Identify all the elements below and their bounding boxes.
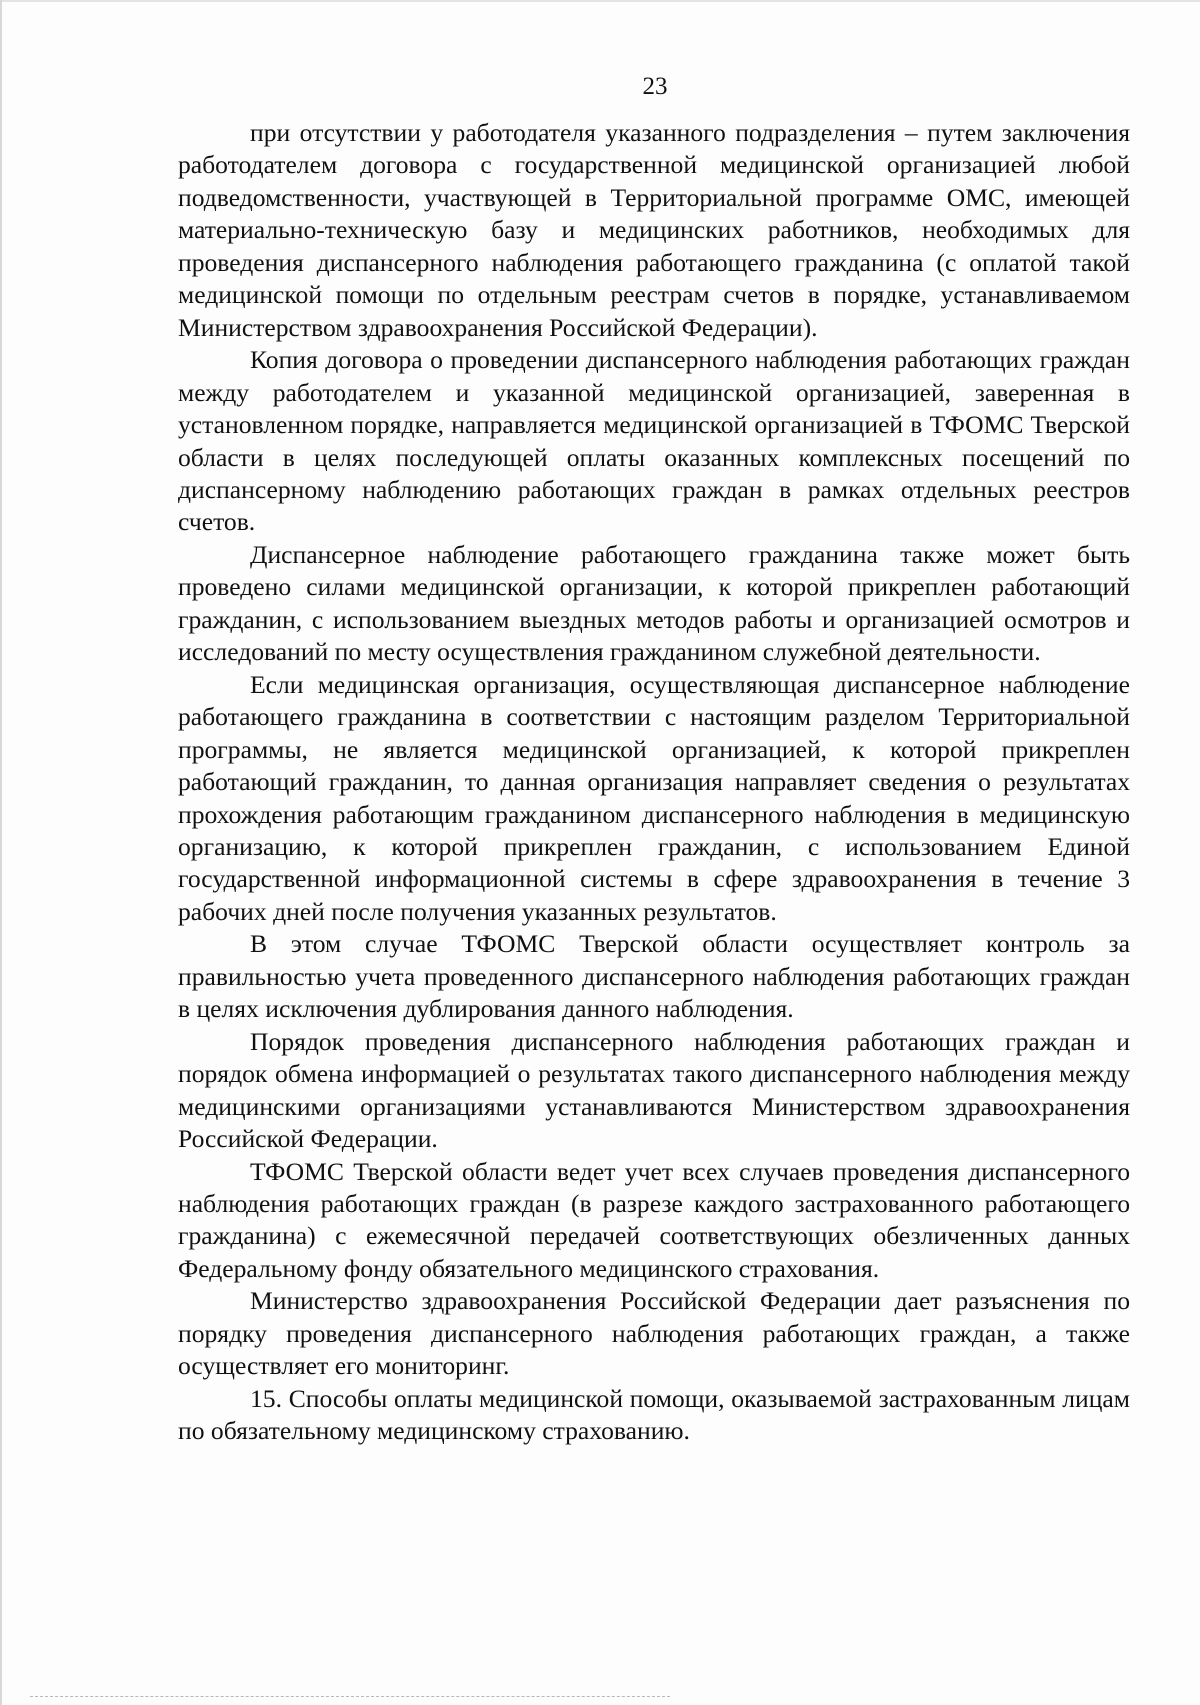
- paragraph-tfoms-accounting: ТФОМС Тверской области ведет учет всех случаев проведения диспансерного наблюдения работающих граждан (в разрезе каждого застрахованного работающего гражданина) с ежемесячной передачей соответствующих обезличенных данных Федеральному фонду обязательного медицинского страхования.: [178, 1156, 1130, 1283]
- scan-edge-top: [0, 0, 1200, 2]
- paragraph-procedure: Порядок проведения диспансерного наблюдения работающих граждан и порядок обмена информацией о результатах такого диспансерного наблюдения между медицинскими организациями устанавливаются Министерством здравоохранения Российской Федерации.: [178, 1026, 1130, 1154]
- paragraph-results-transfer: Если медицинская организация, осуществляющая диспансерное наблюдение работающего гражданина в соответствии с настоящим разделом Территориальной программы, не является медицинской организацией, к которой прикреплен работающий гражданин, то данная организация направляет сведения о результатах прохождения работающим гражданином диспансерного наблюдения в медицинскую организацию, к которой прикреплен гражданин, с использованием Единой государственной информационной системы в сфере здравоохранения в течение 3 рабочих дней после получения указанных результатов.: [178, 669, 1130, 926]
- page-number: 23: [642, 73, 668, 100]
- section-heading-15: 15. Способы оплаты медицинской помощи, оказываемой застрахованным лицам по обязательному медицинскому страхованию.: [178, 1383, 1130, 1446]
- document-body: [178, 117, 1130, 1448]
- paragraph-tfoms-control: В этом случае ТФОМС Тверской области осуществляет контроль за правильностью учета проведенного диспансерного наблюдения работающих граждан в целях исключения дублирования данного наблюдения.: [178, 929, 1130, 1024]
- scan-footer-line: [30, 1696, 670, 1697]
- paragraph-field-observation: Диспансерное наблюдение работающего гражданина также может быть проведено силами медицинской организации, к которой прикреплен работающий гражданин, с использованием выездных методов работы и организацией осмотров и исследований по месту осуществления гражданином служебной деятельности.: [178, 539, 1130, 667]
- paragraph-continuation: при отсутствии у работодателя указанного подразделения – путем заключения работодателем договора с государственной медицинской организацией любой подведомственности, участвующей в Территориальной программе ОМС, имеющей материально-техническую базу и медицинских работников, необходимых для проведения диспансерного наблюдения работающего гражданина (с оплатой такой медицинской помощи по отдельным реестрам счетов в порядке, устанавливаемом Министерством здравоохранения Российской Федерации).: [178, 118, 1130, 342]
- paragraph-ministry-clarification: Министерство здравоохранения Российской Федерации дает разъяснения по порядку проведения диспансерного наблюдения работающих граждан, а также осуществляет его мониторинг.: [178, 1286, 1130, 1381]
- paragraph-contract-copy: Копия договора о проведении диспансерного наблюдения работающих граждан между работодателем и указанной медицинской организацией, заверенная в установленном порядке, направляется медицинской организацией в ТФОМС Тверской области в целях последующей оплаты оказанных комплексных посещений по диспансерному наблюдению работающих граждан в рамках отдельных реестров счетов.: [178, 345, 1130, 537]
- scan-edge-left: [0, 0, 2, 1705]
